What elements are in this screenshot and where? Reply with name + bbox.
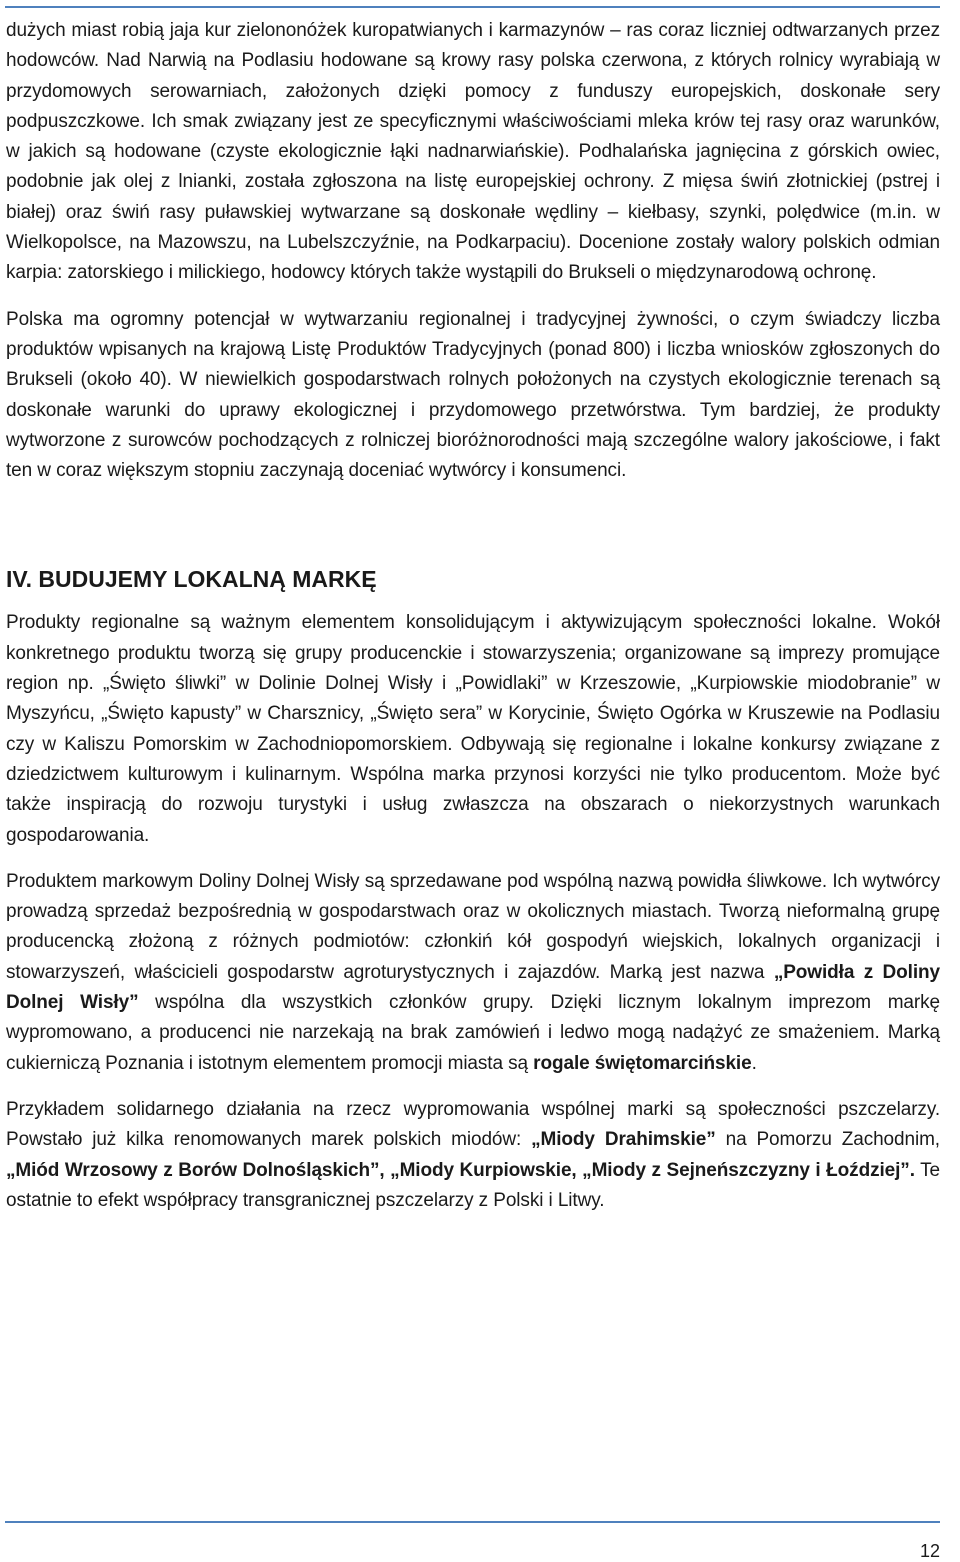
text-segment: . bbox=[751, 1052, 757, 1074]
bold-text-segment: „Miód Wrzosowy z Borów Dolnośląskich”, „Miody Kurpiowskie, „Miody z Sejneńszczyzny i Łoździej”. bbox=[6, 1159, 915, 1181]
paragraph-regional-breeds bbox=[6, 16, 940, 289]
text-segment: Przykładem solidarnego działania na rzecz wypromowania wspólnej marki są społeczności pszczelarzy. Powstało już kilka renomowanych marek polskich miodów: bbox=[6, 1098, 940, 1151]
text-segment: wspólna dla wszystkich członków grupy. Dzięki licznym lokalnym imprezom markę wypromowano, a producenci nie narzekają na brak zamówień i ledwo mogą nadążyć ze smażeniem. Marką cukierniczą Poznania i istotnym elementem promocji miasta są bbox=[6, 992, 940, 1074]
bold-text-segment: rogale świętomarcińskie bbox=[533, 1052, 752, 1074]
paragraph-regional-products bbox=[6, 608, 940, 850]
paragraph-regional-potential bbox=[6, 305, 940, 487]
section-heading: IV. BUDUJEMY LOKALNĄ MARKĘ bbox=[6, 566, 377, 593]
header-rule bbox=[5, 6, 940, 8]
paragraph-plum-jam-brand bbox=[6, 867, 940, 1079]
text-segment: na Pomorzu Zachodnim, bbox=[715, 1129, 940, 1151]
text-segment: Produkty regionalne są ważnym elementem konsolidującym i aktywizującym społeczności lokalne. Wokół konkretnego produktu tworzą się grupy producenckie i stowarzyszenia; organizowane są imprezy promujące region np. „Święto śliwki” w Dolinie Dolnej Wisły i „Powidlaki” w Krzeszowie, „Kurpiowskie miodobranie” w Myszyńcu, „Święto kapusty” w Charsznicy, „Święto sera” w Korycinie, Święto Ogórka w Kruszewie na Podlasiu czy w Kaliszu Pomorskim w Zachodniopomorskiem. Odbywają się regionalne i lokalne konkursy związane z dziedzictwem kulturowym i kulinarnym. Wspólna marka przynosi korzyści nie tylko producentom. Może być także inspiracją do rozwoju turystyki i usług zwłaszcza na obszarach o niekorzystnych warunkach gospodarowania. bbox=[6, 612, 940, 846]
paragraph-honey-brands bbox=[6, 1095, 940, 1216]
footer-rule bbox=[5, 1521, 940, 1523]
page-number: 12 bbox=[919, 1541, 940, 1561]
text-segment: dużych miast robią jaja kur zielononóżek kuropatwianych i karmazynów – ras coraz liczniej odtwarzanych przez hodowców. Nad Narwią na Podlasiu hodowane są krowy rasy polska czerwona, z których rolnicy wyrabiają w przydomowych serowarniach, założonych dzięki pomocy z funduszy europejskich, doskonałe sery podpuszczkowe. Ich smak związany jest ze specyficznymi właściwościami mleka krów tej rasy oraz warunków, w jakich są hodowane (czyste ekologicznie łąki nadnarwiańskie). Podhalańska jagnięcina z górskich owiec, podobnie jak olej z lnianki, została zgłoszona na listę europejskiej ochrony. Z mięsa świń złotnickiej (pstrej i białej) oraz świń rasy puławskiej wytwarzane są doskonałe wędliny – kiełbasy, szynki, polędwice (m.in. w Wielkopolsce, na Mazowszu, na Lubelszczyźnie, na Podkarpaciu). Docenione zostały walory polskich odmian karpia: zatorskiego i milickiego, hodowcy których także wystąpili do Brukseli o międzynarodową ochronę. bbox=[6, 20, 940, 284]
local-brand-section bbox=[6, 608, 940, 1216]
bold-text-segment: „Powidła z Doliny Dolnej Wisły” bbox=[6, 961, 940, 1014]
intro-section bbox=[6, 16, 940, 486]
section-gap bbox=[6, 502, 940, 524]
text-segment: Produktem markowym Doliny Dolnej Wisły są sprzedawane pod wspólną nazwą powidła śliwkowe. Ich wytwórcy prowadzą sprzedaż bezpośrednią w gospodarstwach oraz w okolicznych miastach. Tworzą nieformalną grupę producencką złożoną z różnych podmiotów: członkiń kół gospodyń wiejskich, lokalnych organizacji i stowarzyszeń, właścicieli gospodarstw agroturystycznych i zajazdów. Marką jest nazwa bbox=[6, 870, 940, 983]
bold-text-segment: „Miody Drahimskie” bbox=[531, 1129, 716, 1151]
text-segment: Polska ma ogromny potencjał w wytwarzaniu regionalnej i tradycyjnej żywności, o czym świadczy liczba produktów wpisanych na krajową Listę Produktów Tradycyjnych (ponad 800) i liczba wniosków zgłoszonych do Brukseli (około 40). W niewielkich gospodarstwach rolnych położonych na czystych ekologicznie terenach są doskonałe warunki do uprawy ekologicznej i przydomowego przetwórstwa. Tym bardziej, że produkty wytworzone z surowców pochodzących z rolniczej bioróżnorodności mają szczególne walory jakościowe, i fakt ten w coraz większym stopniu zaczynają doceniać wytwórcy i konsumenci. bbox=[6, 308, 940, 482]
document-page bbox=[6, 16, 940, 1232]
text-segment: Te ostatnie to efekt współpracy transgranicznej pszczelarzy z Polski i Litwy. bbox=[6, 1159, 941, 1211]
